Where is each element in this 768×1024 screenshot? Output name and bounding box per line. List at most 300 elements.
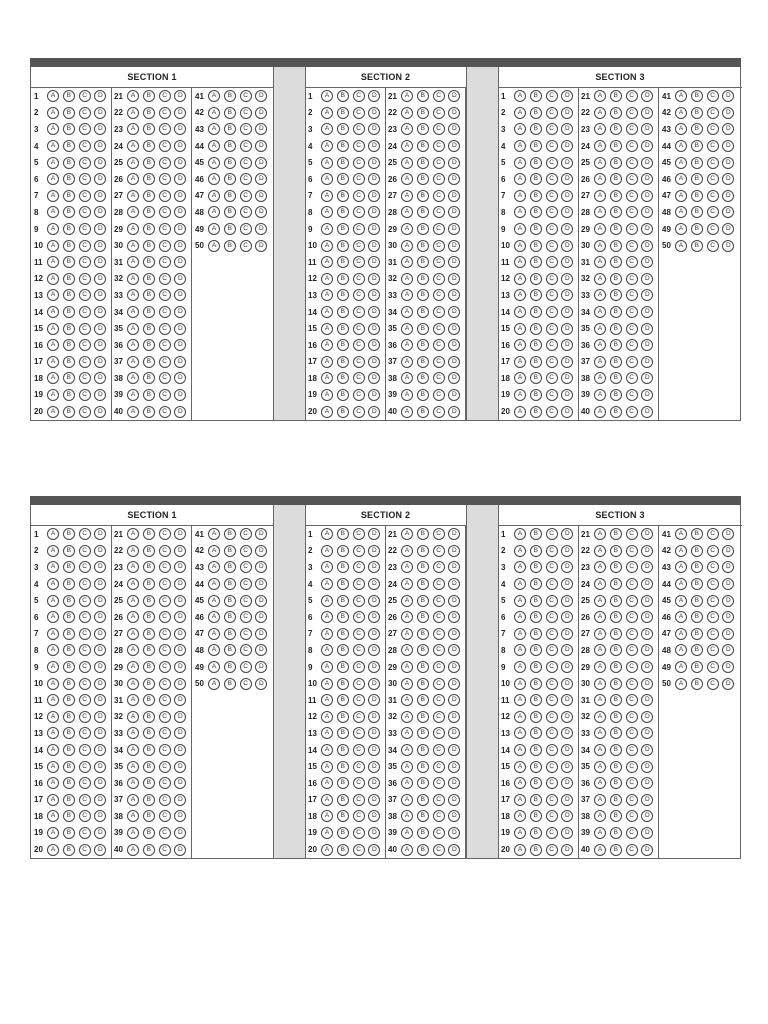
answer-bubble-b[interactable]: B	[530, 339, 542, 351]
answer-bubble-c[interactable]: C	[240, 561, 252, 573]
answer-bubble-d[interactable]: D	[448, 306, 460, 318]
answer-bubble-a[interactable]: A	[514, 123, 526, 135]
answer-bubble-a[interactable]: A	[208, 528, 220, 540]
answer-bubble-b[interactable]: B	[63, 744, 75, 756]
answer-bubble-c[interactable]: C	[353, 389, 365, 401]
answer-bubble-c[interactable]: C	[240, 206, 252, 218]
answer-bubble-a[interactable]: A	[47, 157, 59, 169]
answer-bubble-a[interactable]: A	[401, 694, 413, 706]
answer-bubble-b[interactable]: B	[63, 628, 75, 640]
answer-bubble-b[interactable]: B	[224, 545, 236, 557]
answer-bubble-b[interactable]: B	[610, 794, 622, 806]
answer-bubble-a[interactable]: A	[47, 810, 59, 822]
answer-bubble-b[interactable]: B	[417, 844, 429, 856]
answer-bubble-d[interactable]: D	[641, 157, 653, 169]
answer-bubble-d[interactable]: D	[641, 339, 653, 351]
answer-bubble-c[interactable]: C	[353, 545, 365, 557]
answer-bubble-d[interactable]: D	[255, 223, 267, 235]
answer-bubble-a[interactable]: A	[675, 528, 687, 540]
answer-bubble-d[interactable]: D	[368, 256, 380, 268]
answer-bubble-d[interactable]: D	[561, 123, 573, 135]
answer-bubble-d[interactable]: D	[174, 190, 186, 202]
answer-bubble-d[interactable]: D	[641, 107, 653, 119]
answer-bubble-d[interactable]: D	[94, 190, 106, 202]
answer-bubble-a[interactable]: A	[47, 578, 59, 590]
answer-bubble-c[interactable]: C	[240, 107, 252, 119]
answer-bubble-d[interactable]: D	[722, 157, 734, 169]
answer-bubble-b[interactable]: B	[610, 661, 622, 673]
answer-bubble-b[interactable]: B	[63, 694, 75, 706]
answer-bubble-c[interactable]: C	[626, 339, 638, 351]
answer-bubble-d[interactable]: D	[448, 545, 460, 557]
answer-bubble-c[interactable]: C	[546, 289, 558, 301]
answer-bubble-c[interactable]: C	[546, 644, 558, 656]
answer-bubble-b[interactable]: B	[224, 628, 236, 640]
answer-bubble-a[interactable]: A	[594, 794, 606, 806]
answer-bubble-c[interactable]: C	[353, 406, 365, 418]
answer-bubble-c[interactable]: C	[353, 323, 365, 335]
answer-bubble-a[interactable]: A	[514, 273, 526, 285]
answer-bubble-d[interactable]: D	[561, 694, 573, 706]
answer-bubble-d[interactable]: D	[722, 140, 734, 152]
answer-bubble-d[interactable]: D	[94, 140, 106, 152]
answer-bubble-c[interactable]: C	[159, 561, 171, 573]
answer-bubble-d[interactable]: D	[561, 678, 573, 690]
answer-bubble-d[interactable]: D	[561, 323, 573, 335]
answer-bubble-c[interactable]: C	[79, 256, 91, 268]
answer-bubble-b[interactable]: B	[337, 356, 349, 368]
answer-bubble-b[interactable]: B	[337, 140, 349, 152]
answer-bubble-b[interactable]: B	[63, 678, 75, 690]
answer-bubble-a[interactable]: A	[321, 761, 333, 773]
answer-bubble-a[interactable]: A	[401, 356, 413, 368]
answer-bubble-b[interactable]: B	[417, 727, 429, 739]
answer-bubble-d[interactable]: D	[174, 545, 186, 557]
answer-bubble-c[interactable]: C	[546, 240, 558, 252]
answer-bubble-c[interactable]: C	[79, 561, 91, 573]
answer-bubble-c[interactable]: C	[546, 306, 558, 318]
answer-bubble-b[interactable]: B	[143, 611, 155, 623]
answer-bubble-a[interactable]: A	[594, 578, 606, 590]
answer-bubble-a[interactable]: A	[127, 628, 139, 640]
answer-bubble-a[interactable]: A	[675, 595, 687, 607]
answer-bubble-a[interactable]: A	[401, 240, 413, 252]
answer-bubble-c[interactable]: C	[626, 256, 638, 268]
answer-bubble-d[interactable]: D	[641, 90, 653, 102]
answer-bubble-c[interactable]: C	[79, 844, 91, 856]
answer-bubble-a[interactable]: A	[47, 356, 59, 368]
answer-bubble-b[interactable]: B	[143, 406, 155, 418]
answer-bubble-b[interactable]: B	[417, 372, 429, 384]
answer-bubble-c[interactable]: C	[353, 711, 365, 723]
answer-bubble-b[interactable]: B	[337, 323, 349, 335]
answer-bubble-b[interactable]: B	[530, 794, 542, 806]
answer-bubble-d[interactable]: D	[174, 794, 186, 806]
answer-bubble-a[interactable]: A	[208, 123, 220, 135]
answer-bubble-a[interactable]: A	[47, 661, 59, 673]
answer-bubble-a[interactable]: A	[47, 339, 59, 351]
answer-bubble-a[interactable]: A	[127, 256, 139, 268]
answer-bubble-c[interactable]: C	[159, 223, 171, 235]
answer-bubble-a[interactable]: A	[514, 240, 526, 252]
answer-bubble-c[interactable]: C	[159, 372, 171, 384]
answer-bubble-b[interactable]: B	[691, 190, 703, 202]
answer-bubble-b[interactable]: B	[337, 206, 349, 218]
answer-bubble-b[interactable]: B	[417, 206, 429, 218]
answer-bubble-c[interactable]: C	[159, 107, 171, 119]
answer-bubble-a[interactable]: A	[208, 611, 220, 623]
answer-bubble-b[interactable]: B	[143, 90, 155, 102]
answer-bubble-b[interactable]: B	[610, 545, 622, 557]
answer-bubble-d[interactable]: D	[94, 273, 106, 285]
answer-bubble-d[interactable]: D	[368, 173, 380, 185]
answer-bubble-d[interactable]: D	[641, 240, 653, 252]
answer-bubble-d[interactable]: D	[368, 711, 380, 723]
answer-bubble-c[interactable]: C	[159, 661, 171, 673]
answer-bubble-c[interactable]: C	[433, 339, 445, 351]
answer-bubble-a[interactable]: A	[594, 744, 606, 756]
answer-bubble-d[interactable]: D	[368, 561, 380, 573]
answer-bubble-d[interactable]: D	[641, 661, 653, 673]
answer-bubble-d[interactable]: D	[174, 711, 186, 723]
answer-bubble-b[interactable]: B	[610, 240, 622, 252]
answer-bubble-c[interactable]: C	[626, 611, 638, 623]
answer-bubble-d[interactable]: D	[641, 256, 653, 268]
answer-bubble-a[interactable]: A	[675, 661, 687, 673]
answer-bubble-a[interactable]: A	[321, 372, 333, 384]
answer-bubble-d[interactable]: D	[641, 561, 653, 573]
answer-bubble-b[interactable]: B	[337, 711, 349, 723]
answer-bubble-b[interactable]: B	[143, 289, 155, 301]
answer-bubble-d[interactable]: D	[174, 306, 186, 318]
answer-bubble-a[interactable]: A	[127, 339, 139, 351]
answer-bubble-a[interactable]: A	[47, 628, 59, 640]
answer-bubble-a[interactable]: A	[208, 661, 220, 673]
answer-bubble-c[interactable]: C	[79, 389, 91, 401]
answer-bubble-c[interactable]: C	[240, 157, 252, 169]
answer-bubble-c[interactable]: C	[159, 611, 171, 623]
answer-bubble-c[interactable]: C	[353, 661, 365, 673]
answer-bubble-c[interactable]: C	[626, 323, 638, 335]
answer-bubble-b[interactable]: B	[337, 727, 349, 739]
answer-bubble-c[interactable]: C	[159, 711, 171, 723]
answer-bubble-c[interactable]: C	[159, 545, 171, 557]
answer-bubble-b[interactable]: B	[337, 777, 349, 789]
answer-bubble-b[interactable]: B	[417, 389, 429, 401]
answer-bubble-a[interactable]: A	[127, 727, 139, 739]
answer-bubble-d[interactable]: D	[368, 810, 380, 822]
answer-bubble-b[interactable]: B	[530, 561, 542, 573]
answer-bubble-d[interactable]: D	[368, 206, 380, 218]
answer-bubble-b[interactable]: B	[143, 694, 155, 706]
answer-bubble-d[interactable]: D	[722, 595, 734, 607]
answer-bubble-c[interactable]: C	[79, 372, 91, 384]
answer-bubble-d[interactable]: D	[368, 777, 380, 789]
answer-bubble-b[interactable]: B	[417, 595, 429, 607]
answer-bubble-c[interactable]: C	[353, 777, 365, 789]
answer-bubble-b[interactable]: B	[63, 256, 75, 268]
answer-bubble-c[interactable]: C	[353, 810, 365, 822]
answer-bubble-b[interactable]: B	[417, 611, 429, 623]
answer-bubble-a[interactable]: A	[47, 289, 59, 301]
answer-bubble-c[interactable]: C	[79, 711, 91, 723]
answer-bubble-d[interactable]: D	[255, 561, 267, 573]
answer-bubble-c[interactable]: C	[79, 611, 91, 623]
answer-bubble-b[interactable]: B	[417, 90, 429, 102]
answer-bubble-b[interactable]: B	[610, 107, 622, 119]
answer-bubble-d[interactable]: D	[94, 372, 106, 384]
answer-bubble-d[interactable]: D	[174, 173, 186, 185]
answer-bubble-a[interactable]: A	[208, 240, 220, 252]
answer-bubble-b[interactable]: B	[610, 289, 622, 301]
answer-bubble-b[interactable]: B	[337, 190, 349, 202]
answer-bubble-b[interactable]: B	[143, 844, 155, 856]
answer-bubble-a[interactable]: A	[127, 844, 139, 856]
answer-bubble-b[interactable]: B	[143, 561, 155, 573]
answer-bubble-a[interactable]: A	[208, 157, 220, 169]
answer-bubble-d[interactable]: D	[561, 140, 573, 152]
answer-bubble-c[interactable]: C	[353, 761, 365, 773]
answer-bubble-c[interactable]: C	[707, 107, 719, 119]
answer-bubble-c[interactable]: C	[433, 323, 445, 335]
answer-bubble-a[interactable]: A	[675, 107, 687, 119]
answer-bubble-b[interactable]: B	[610, 406, 622, 418]
answer-bubble-a[interactable]: A	[514, 157, 526, 169]
answer-bubble-c[interactable]: C	[546, 528, 558, 540]
answer-bubble-c[interactable]: C	[79, 761, 91, 773]
answer-bubble-a[interactable]: A	[594, 323, 606, 335]
answer-bubble-d[interactable]: D	[641, 827, 653, 839]
answer-bubble-c[interactable]: C	[626, 711, 638, 723]
answer-bubble-a[interactable]: A	[208, 644, 220, 656]
answer-bubble-a[interactable]: A	[401, 256, 413, 268]
answer-bubble-b[interactable]: B	[530, 678, 542, 690]
answer-bubble-d[interactable]: D	[94, 727, 106, 739]
answer-bubble-c[interactable]: C	[240, 528, 252, 540]
answer-bubble-b[interactable]: B	[224, 561, 236, 573]
answer-bubble-c[interactable]: C	[79, 123, 91, 135]
answer-bubble-a[interactable]: A	[47, 744, 59, 756]
answer-bubble-a[interactable]: A	[675, 545, 687, 557]
answer-bubble-d[interactable]: D	[561, 273, 573, 285]
answer-bubble-c[interactable]: C	[159, 827, 171, 839]
answer-bubble-b[interactable]: B	[224, 223, 236, 235]
answer-bubble-d[interactable]: D	[641, 595, 653, 607]
answer-bubble-d[interactable]: D	[561, 727, 573, 739]
answer-bubble-a[interactable]: A	[514, 107, 526, 119]
answer-bubble-b[interactable]: B	[691, 206, 703, 218]
answer-bubble-d[interactable]: D	[722, 578, 734, 590]
answer-bubble-c[interactable]: C	[433, 90, 445, 102]
answer-bubble-c[interactable]: C	[707, 123, 719, 135]
answer-bubble-d[interactable]: D	[641, 694, 653, 706]
answer-bubble-d[interactable]: D	[94, 810, 106, 822]
answer-bubble-b[interactable]: B	[63, 528, 75, 540]
answer-bubble-a[interactable]: A	[127, 561, 139, 573]
answer-bubble-a[interactable]: A	[127, 240, 139, 252]
answer-bubble-c[interactable]: C	[79, 595, 91, 607]
answer-bubble-b[interactable]: B	[530, 140, 542, 152]
answer-bubble-a[interactable]: A	[514, 744, 526, 756]
answer-bubble-a[interactable]: A	[208, 140, 220, 152]
answer-bubble-a[interactable]: A	[127, 644, 139, 656]
answer-bubble-b[interactable]: B	[63, 323, 75, 335]
answer-bubble-c[interactable]: C	[433, 595, 445, 607]
answer-bubble-d[interactable]: D	[641, 173, 653, 185]
answer-bubble-a[interactable]: A	[321, 678, 333, 690]
answer-bubble-c[interactable]: C	[79, 628, 91, 640]
answer-bubble-d[interactable]: D	[368, 389, 380, 401]
answer-bubble-d[interactable]: D	[255, 206, 267, 218]
answer-bubble-c[interactable]: C	[159, 644, 171, 656]
answer-bubble-b[interactable]: B	[530, 90, 542, 102]
answer-bubble-c[interactable]: C	[707, 644, 719, 656]
answer-bubble-b[interactable]: B	[610, 140, 622, 152]
answer-bubble-a[interactable]: A	[321, 356, 333, 368]
answer-bubble-d[interactable]: D	[448, 528, 460, 540]
answer-bubble-a[interactable]: A	[594, 611, 606, 623]
answer-bubble-c[interactable]: C	[433, 107, 445, 119]
answer-bubble-b[interactable]: B	[610, 528, 622, 540]
answer-bubble-b[interactable]: B	[143, 777, 155, 789]
answer-bubble-d[interactable]: D	[448, 273, 460, 285]
answer-bubble-c[interactable]: C	[353, 90, 365, 102]
answer-bubble-a[interactable]: A	[594, 561, 606, 573]
answer-bubble-a[interactable]: A	[47, 190, 59, 202]
answer-bubble-b[interactable]: B	[417, 190, 429, 202]
answer-bubble-b[interactable]: B	[143, 356, 155, 368]
answer-bubble-b[interactable]: B	[691, 545, 703, 557]
answer-bubble-d[interactable]: D	[255, 140, 267, 152]
answer-bubble-b[interactable]: B	[63, 578, 75, 590]
answer-bubble-b[interactable]: B	[143, 794, 155, 806]
answer-bubble-d[interactable]: D	[174, 339, 186, 351]
answer-bubble-d[interactable]: D	[255, 123, 267, 135]
answer-bubble-a[interactable]: A	[594, 273, 606, 285]
answer-bubble-c[interactable]: C	[546, 678, 558, 690]
answer-bubble-b[interactable]: B	[337, 123, 349, 135]
answer-bubble-b[interactable]: B	[63, 727, 75, 739]
answer-bubble-a[interactable]: A	[675, 561, 687, 573]
answer-bubble-b[interactable]: B	[530, 157, 542, 169]
answer-bubble-a[interactable]: A	[127, 123, 139, 135]
answer-bubble-a[interactable]: A	[208, 223, 220, 235]
answer-bubble-d[interactable]: D	[641, 810, 653, 822]
answer-bubble-b[interactable]: B	[417, 561, 429, 573]
answer-bubble-b[interactable]: B	[691, 611, 703, 623]
answer-bubble-d[interactable]: D	[94, 561, 106, 573]
answer-bubble-d[interactable]: D	[174, 406, 186, 418]
answer-bubble-b[interactable]: B	[63, 595, 75, 607]
answer-bubble-d[interactable]: D	[94, 123, 106, 135]
answer-bubble-d[interactable]: D	[448, 223, 460, 235]
answer-bubble-a[interactable]: A	[208, 678, 220, 690]
answer-bubble-b[interactable]: B	[337, 678, 349, 690]
answer-bubble-d[interactable]: D	[368, 273, 380, 285]
answer-bubble-a[interactable]: A	[321, 240, 333, 252]
answer-bubble-c[interactable]: C	[353, 157, 365, 169]
answer-bubble-d[interactable]: D	[94, 827, 106, 839]
answer-bubble-b[interactable]: B	[63, 611, 75, 623]
answer-bubble-a[interactable]: A	[401, 306, 413, 318]
answer-bubble-c[interactable]: C	[546, 810, 558, 822]
answer-bubble-c[interactable]: C	[79, 744, 91, 756]
answer-bubble-c[interactable]: C	[159, 323, 171, 335]
answer-bubble-b[interactable]: B	[224, 173, 236, 185]
answer-bubble-b[interactable]: B	[530, 273, 542, 285]
answer-bubble-d[interactable]: D	[255, 173, 267, 185]
answer-bubble-a[interactable]: A	[321, 223, 333, 235]
answer-bubble-a[interactable]: A	[127, 306, 139, 318]
answer-bubble-a[interactable]: A	[594, 545, 606, 557]
answer-bubble-c[interactable]: C	[79, 173, 91, 185]
answer-bubble-a[interactable]: A	[514, 595, 526, 607]
answer-bubble-a[interactable]: A	[47, 323, 59, 335]
answer-bubble-d[interactable]: D	[174, 123, 186, 135]
answer-bubble-b[interactable]: B	[610, 628, 622, 640]
answer-bubble-c[interactable]: C	[546, 123, 558, 135]
answer-bubble-a[interactable]: A	[208, 561, 220, 573]
answer-bubble-c[interactable]: C	[353, 794, 365, 806]
answer-bubble-a[interactable]: A	[47, 406, 59, 418]
answer-bubble-c[interactable]: C	[159, 777, 171, 789]
answer-bubble-c[interactable]: C	[79, 406, 91, 418]
answer-bubble-d[interactable]: D	[448, 711, 460, 723]
answer-bubble-a[interactable]: A	[514, 810, 526, 822]
answer-bubble-b[interactable]: B	[143, 256, 155, 268]
answer-bubble-d[interactable]: D	[561, 628, 573, 640]
answer-bubble-a[interactable]: A	[47, 595, 59, 607]
answer-bubble-b[interactable]: B	[63, 90, 75, 102]
answer-bubble-b[interactable]: B	[63, 761, 75, 773]
answer-bubble-b[interactable]: B	[610, 206, 622, 218]
answer-bubble-b[interactable]: B	[143, 389, 155, 401]
answer-bubble-a[interactable]: A	[401, 273, 413, 285]
answer-bubble-b[interactable]: B	[530, 223, 542, 235]
answer-bubble-a[interactable]: A	[321, 406, 333, 418]
answer-bubble-b[interactable]: B	[417, 256, 429, 268]
answer-bubble-d[interactable]: D	[561, 578, 573, 590]
answer-bubble-b[interactable]: B	[530, 289, 542, 301]
answer-bubble-c[interactable]: C	[79, 289, 91, 301]
answer-bubble-d[interactable]: D	[641, 611, 653, 623]
answer-bubble-c[interactable]: C	[707, 678, 719, 690]
answer-bubble-a[interactable]: A	[401, 223, 413, 235]
answer-bubble-d[interactable]: D	[448, 289, 460, 301]
answer-bubble-a[interactable]: A	[675, 173, 687, 185]
answer-bubble-c[interactable]: C	[79, 90, 91, 102]
answer-bubble-a[interactable]: A	[127, 611, 139, 623]
answer-bubble-d[interactable]: D	[174, 827, 186, 839]
answer-bubble-d[interactable]: D	[94, 761, 106, 773]
answer-bubble-d[interactable]: D	[641, 372, 653, 384]
answer-bubble-b[interactable]: B	[417, 628, 429, 640]
answer-bubble-b[interactable]: B	[530, 545, 542, 557]
answer-bubble-d[interactable]: D	[368, 628, 380, 640]
answer-bubble-a[interactable]: A	[514, 794, 526, 806]
answer-bubble-b[interactable]: B	[417, 173, 429, 185]
answer-bubble-b[interactable]: B	[530, 123, 542, 135]
answer-bubble-d[interactable]: D	[255, 107, 267, 119]
answer-bubble-a[interactable]: A	[401, 545, 413, 557]
answer-bubble-d[interactable]: D	[368, 323, 380, 335]
answer-bubble-b[interactable]: B	[610, 223, 622, 235]
answer-bubble-b[interactable]: B	[143, 223, 155, 235]
answer-bubble-d[interactable]: D	[448, 389, 460, 401]
answer-bubble-c[interactable]: C	[626, 306, 638, 318]
answer-bubble-a[interactable]: A	[401, 578, 413, 590]
answer-bubble-a[interactable]: A	[675, 190, 687, 202]
